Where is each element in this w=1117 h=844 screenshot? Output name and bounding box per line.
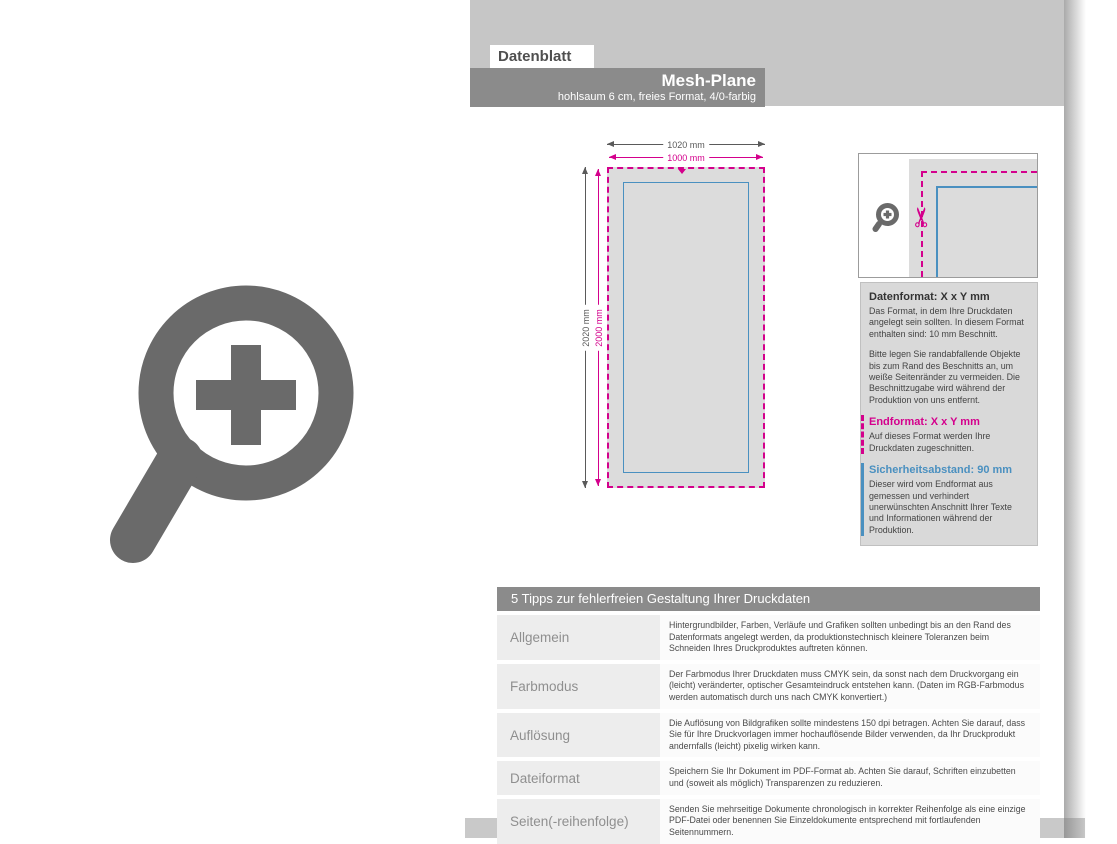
table-row [497, 664, 1040, 709]
product-title-bar [470, 68, 765, 107]
tip-text: Speichern Sie Ihr Dokument im PDF-Format ab. Achten Sie darauf, Schriften einzubetten und (soweit als möglich) Transparenzen zu reduzieren. [660, 761, 1040, 794]
dimension-outer-height [581, 167, 590, 488]
endformat-title: Endformat: X x Y mm [869, 416, 980, 429]
safety-line-horizontal [936, 186, 1037, 188]
table-row [497, 615, 1040, 660]
zoom-in-icon-small [871, 202, 901, 240]
safety-margin-rectangle [623, 182, 749, 473]
zoom-in-icon-svg [95, 268, 385, 568]
dimension-outer-width [607, 140, 765, 149]
tip-text: Die Auflösung von Bildgrafiken sollte mindestens 150 dpi betragen. Achten Sie darauf, dass Sie für Ihre Druckvorlagen immer hochauflösende Bilder verwenden, da Ihr Druckprodukt andernfalls (leicht) pixelig wirken kann. [660, 713, 1040, 758]
datenblatt-tab [490, 45, 594, 68]
sicherheitsabstand-title: Sicherheitsabstand: 90 mm [869, 464, 1013, 477]
dimension-inner-width-label: 1000 mm [663, 153, 709, 163]
tip-label-seitenreihenfolge: Seiten(-reihenfolge) [497, 799, 660, 844]
endformat-body: Auf dieses Format werden Ihre Druckdaten zugeschnitten. [869, 431, 991, 453]
datenformat-body: Das Format, in dem Ihre Druckdaten angelegt sein sollten. In diesem Format enthalten sind: 10 mm Beschnitt. [869, 306, 1024, 339]
page-edge-shadow [1064, 0, 1086, 838]
tips-table [497, 611, 1040, 844]
arrow-down-icon [595, 479, 601, 486]
arrow-up-icon [595, 169, 601, 176]
sicherheitsabstand-body: Dieser wird vom Endformat aus gemessen und verhindert unerwünschten Anschnitt Ihrer Texte und Informationen während der Produktion. [869, 479, 1012, 535]
endformat-section [861, 415, 1029, 454]
tips-header-label: 5 Tipps zur fehlerfreien Gestaltung Ihrer Druckdaten [511, 591, 811, 606]
tip-label-aufloesung: Auflösung [497, 713, 660, 758]
tip-text: Senden Sie mehrseitige Dokumente chronologisch in korrekter Reihenfolge als eine einzige PDF-Datei oder benennen Sie Einzeldokumente entsprechend mit fortlaufenden Seitennummern. [660, 799, 1040, 844]
product-subtitle: hohlsaum 6 cm, freies Format, 4/0-farbig [557, 91, 756, 103]
arrow-left-icon [609, 154, 616, 160]
bleed-line-horizontal [921, 171, 1037, 173]
arrow-left-icon [607, 141, 614, 147]
tip-label-farbmodus: Farbmodus [497, 664, 660, 709]
scissors-icon: ✂ [907, 205, 937, 229]
hem-marker-icon [678, 169, 686, 174]
tip-text: Hintergrundbilder, Farben, Verläufe und Grafiken sollten unbedingt bis an den Rand des Datenformats angelegt werden, da produktionstechnisch kleinere Toleranzen beim Schneiden Ihres Druckproduktes auftreten können. [660, 615, 1040, 660]
sicherheitsabstand-section [861, 463, 1029, 536]
dimension-outer-height-label: 2020 mm [581, 305, 591, 351]
corner-detail-box [858, 153, 1038, 278]
arrow-up-icon [582, 167, 588, 174]
datenformat-section [869, 290, 1029, 340]
arrow-right-icon [756, 154, 763, 160]
tips-header-bar [497, 587, 1040, 611]
tip-text: Der Farbmodus Ihrer Druckdaten muss CMYK sein, da sonst nach dem Druckvorgang ein (leicht) veränderter, optischer Gesamteindruck entstehen kann. (Daten im RGB-Farbmodus werden automatisch durch uns nach CMYK konvertiert.) [660, 664, 1040, 709]
table-row [497, 761, 1040, 794]
arrow-down-icon [582, 481, 588, 488]
datenformat-title: Datenformat: X x Y mm [869, 291, 990, 303]
product-title: Mesh-Plane [661, 71, 756, 90]
detail-plane-area [909, 159, 1037, 277]
table-row [497, 713, 1040, 758]
bleed-note-body: Bitte legen Sie randabfallende Objekte bis zum Rand des Beschnitts an, um weiße Seitenränder zu vermeiden. Die Beschnittzugabe wird während der Produktion von uns entfernt. [869, 349, 1021, 405]
zoom-in-icon [95, 268, 385, 573]
arrow-right-icon [758, 141, 765, 147]
dimension-inner-height-label: 2000 mm [594, 305, 604, 351]
dimension-inner-width [609, 153, 763, 162]
bleed-note-section [869, 349, 1029, 406]
tip-label-allgemein: Allgemein [497, 615, 660, 660]
format-info-panel [860, 282, 1038, 546]
datenblatt-tab-label: Datenblatt [498, 48, 572, 65]
dimension-inner-height [594, 169, 603, 486]
dimension-outer-width-label: 1020 mm [663, 140, 709, 150]
tip-label-dateiformat: Dateiformat [497, 761, 660, 794]
table-row [497, 799, 1040, 844]
